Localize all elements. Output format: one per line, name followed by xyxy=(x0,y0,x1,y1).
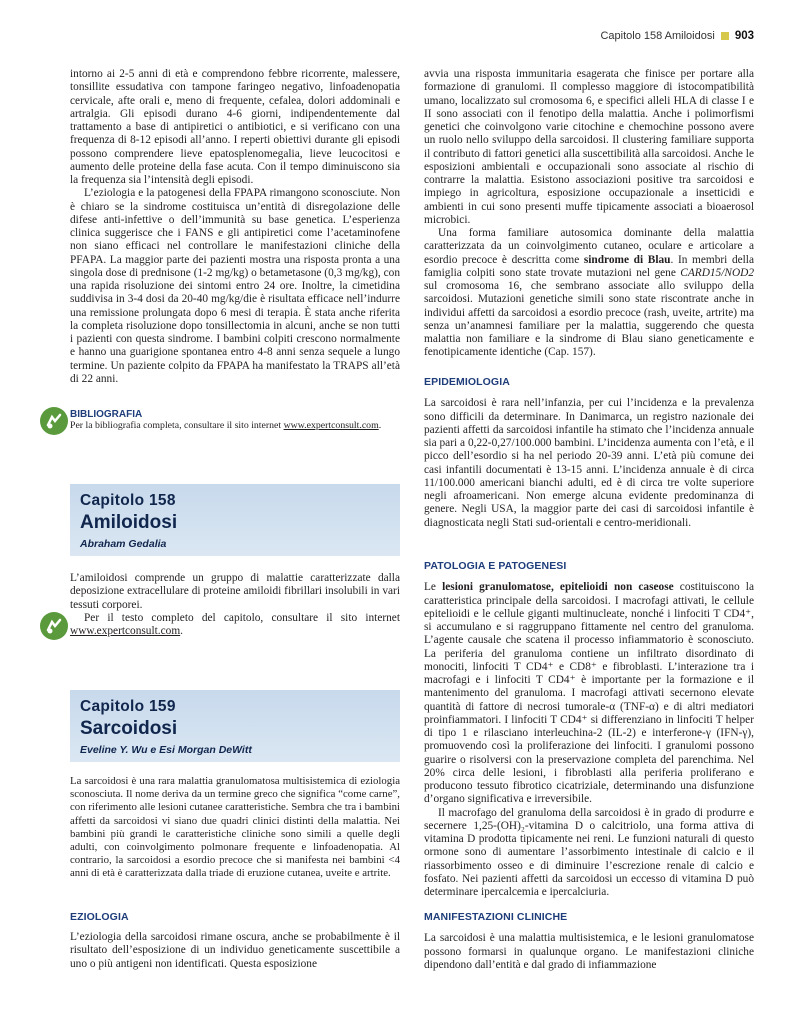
patologia-paragraph-2: Il macrofago del granuloma della sarcoidosi è in grado di produrre e secernere 1,25-(OH)₂-vitamina D o calcitriolo, una forma attiva di vitamina D prodotta tipicamente nei reni. Le funzioni naturali di questo ormone sono di aumentare l’assorbimento intestinale di calcio e il riassorbimento osseo e di diminuire l’escrezione renale di calcio e fosfato. Nei pazienti affetti da sarcoidosi un eccesso di vitamina D può determinare ipercalcemia e ipercalciuria. xyxy=(424,806,754,898)
chapter-158-box xyxy=(70,484,400,556)
amiloidosi-link[interactable]: www.expertconsult.com xyxy=(70,625,181,637)
amiloidosi-website-paragraph: Per il testo completo del capitolo, consultare il sito internet www.expertconsult.com. xyxy=(70,611,400,637)
chapter-158-title: Amiloidosi xyxy=(80,512,178,533)
running-header xyxy=(600,30,754,42)
chapter-159-title: Sarcoidosi xyxy=(80,718,178,739)
web-link-icon xyxy=(40,407,68,435)
right-column xyxy=(424,68,754,360)
blau-term: sindrome di Blau xyxy=(583,253,671,266)
page-number: 903 xyxy=(734,30,754,42)
bibliography-heading: BIBLIOGRAFIA xyxy=(70,409,143,420)
patologia-heading: PATOLOGIA E PATOGENESI xyxy=(424,560,567,572)
bibliography-link[interactable]: www.expertconsult.com xyxy=(283,420,379,431)
pfapa-paragraph-1: intorno ai 2-5 anni di età e comprendono febbre ricorrente, malessere, tonsillite essudativa con tampone faringeo negativo, linfoadenopatia cervicale, afte orali e, meno di frequente, cefalea, dolori addominali e artralgia. Gli episodi durano 4-6 giorni, indipendentemente dal trattamento a base di antipiretici o antibiotici, e si verificano con una frequenza di 8-12 episodi all’anno. I reperti obiettivi durante gli episodi possono comprendere lieve epatosplenomegalia, lieve leucocitosi e aumento delle proteine della fase acuta. Con il tempo diminuiscono sia la frequenza sia l’intensità degli episodi. xyxy=(70,68,400,186)
sarcoidosi-text xyxy=(70,775,400,881)
genetics-paragraph: avvia una risposta immunitaria esagerata che finisce per portare alla formazione di granulomi. Il complesso maggiore di istocompatibilità umano, localizzato sul cromosoma 6, e specifici alleli HLA di classe I e II sono associati con il fenotipo della malattia. Anche i polimorfismi genetici che coinvolgono varie citochine e chemochine possono avere un ruolo nello sviluppo della sarcoidosi. Il clustering familiare supporta il contributo di fattori genetici alla suscettibilità alla sarcoidosi. Anche le esposizioni ambientali e occupazionali sono associate al rischio di contrarre la malattia. Esistono associazioni positive tra sarcoidosi e impiego in agricoltura, esposizione occupazionale a insetticidi e ambienti in cui sono presenti muffe tipicamente associati a bioaerosol microbici. xyxy=(424,68,754,226)
gene-name: CARD15/NOD2 xyxy=(680,266,754,279)
patologia-section xyxy=(424,560,754,899)
blau-text-c: sul cromosoma 16, che sembrano associate allo sviluppo della sarcoidosi. Mutazioni genetiche simili sono state riscontrate anche in individui affetti da sarcoidosi a esordio precoce (rash, uveite, artrite) ma senza un’anamnesi familiare per la malattia, suggerendo che questa malattia non familiare e la sindrome di Blau siano geneticamente e fenotipicamente identiche (Cap. 157). xyxy=(424,280,754,359)
manifestazioni-section xyxy=(424,911,754,972)
header-square-icon xyxy=(721,32,729,40)
eziologia-section xyxy=(70,911,400,971)
sarcoidosi-intro-paragraph: La sarcoidosi è una rara malattia granulomatosa multisistemica di eziologia sconosciuta. Il nome deriva da un termine greco che significa “come carne”, con riferimento alle lesioni cutanee caratteristiche. Sembra che tra i bambini affetti da sarcoidosi vi siano due quadri clinici distinti della malattia. Nei bambini più grandi le caratteristiche cliniche sono simili a quelle degli adulti, con coinvolgimento polmonare frequente e linfoadenopatia. Al contrario, la sarcoidosi a esordio precoce che si manifesta nei bambini <4 anni di età è caratterizzata dalla triade di eruzione cutanea, uveite e artrite. xyxy=(70,775,400,880)
epidemiologia-paragraph: La sarcoidosi è rara nell’infanzia, per cui l’incidenza e la prevalenza sono difficili da determinare. In Danimarca, un registro nazionale dei pazienti affetti da sarcoidosi infantile ha stimato che l’incidenza annuale sia pari a 0,22-0,27/100.000 bambini. L’incidenza aumenta con l’età, e il picco dell’esordio si ha nel periodo 20-39 anni. L’età più comune dei casi infantili documentati è 13-15 anni. L’incidenza annuale è di circa 11/100.000 americani bianchi adulti, ed è di circa tre volte superiore negli afroamericani. Non emerge alcuna evidente predominanza di genere. Negli USA, la maggior parte dei casi di sarcoidosi infantile è diagnosticata negli Stati sud-orientali e centro-meridionali. xyxy=(424,397,754,529)
patologia-text-b: costituiscono la caratteristica principale della sarcoidosi. I macrofagi attivati, le cellule epitelioidi e le cellule giganti multinucleate, nonché i linfociti T CD4⁺, si accumulano e si raggruppano fittamente nel centro del granuloma. L’agente causale che scatena il processo infiammatorio è sconosciuto. La periferia del granuloma contiene un infiltrato disordinato di monociti, linfociti T CD4⁺ e CD8⁺ e fibroblasti. L’interazione tra i macrofagi e i linfociti T CD4⁺ è importante per la formazione e il mantenimento del granuloma. I macrofagi attivati secernono elevate quantità di fattore di necrosi tumorale-α (TNF-α) e di altri mediatori proinfiammatori. I linfociti T CD4⁺ si differenziano in linfociti T helper di tipo 1 e rilasciano interleuchina-2 (IL-2) e interferone-γ (IFN-γ), promuovendo così la proliferazione dei linfociti. I granulomi possono guarire o risolversi con la preservazione completa del parenchima. Nel 20% circa delle lesioni, i fibroblasti alla periferia proliferano e producono tessuto fibrotico cicatriziale, determinando una disfunzione d’organo significativa e irreversibile. xyxy=(424,581,754,806)
web-link-icon-2 xyxy=(40,612,68,640)
chapter-158-author: Abraham Gedalia xyxy=(80,538,167,550)
eziologia-heading: EZIOLOGIA xyxy=(70,911,129,923)
blau-text-a: Una forma familiare autosomica dominante della malattia caratterizzata da un coinvolgimento cutaneo, oculare e articolare a esordio precoce è descritta come xyxy=(424,227,754,266)
chapter-159-box xyxy=(70,690,400,762)
running-header-chapter: Capitolo 158 Amiloidosi xyxy=(600,30,715,42)
granuloma-term: lesioni granulomatose, epitelioidi non caseose xyxy=(442,581,674,594)
chapter-159-author: Eveline Y. Wu e Esi Morgan DeWitt xyxy=(80,744,252,756)
pfapa-paragraph-2: L’eziologia e la patogenesi della FPAPA rimangono sconosciute. Non è chiaro se la sindrome costituisca un’entità di disregolazione delle difese anti-infettive o dell’immunità su base genetica. L’esperienza clinica suggerisce che i FANS e gli antipiretici come l’acetaminofene non siano efficaci nel controllare le manifestazioni cliniche della PFAPA. La maggior parte dei pazienti mostra una risposta pronta a una singola dose di prednisone (1-2 mg/kg) o betametasone (0,3 mg/kg), con una rapida risoluzione dei sintomi entro 24 ore. Inoltre, la cimetidina suddivisa in 3-4 dosi da 20-40 mg/kg/die è risultata efficace nell’indurre una remissione prolungata dopo 6 mesi di terapia. È stata anche riferita la completa risoluzione dopo tonsillectomia in alcuni, anche se non tutti i pazienti con questa sindrome. I bambini colpiti crescono normalmente e hanno una guarigione spontanea entro 4-8 anni senza sequele a lungo termine. Un paziente colpito da FPAPA ha manifestato la TRAPS all’età di 22 anni. xyxy=(70,187,400,385)
chapter-158-number: Capitolo 158 xyxy=(80,492,176,509)
blau-paragraph xyxy=(424,227,754,360)
epidemiologia-section xyxy=(424,376,754,530)
bibliography-text-body: Per la bibliografia completa, consultare il sito internet xyxy=(70,420,284,431)
chapter-159-number: Capitolo 159 xyxy=(80,698,176,715)
amiloidosi-website-text: Per il testo completo del capitolo, consultare il sito internet xyxy=(84,611,400,624)
amiloidosi-paragraph: L’amiloidosi comprende un gruppo di malattie caratterizzate dalla deposizione extracellulare di proteine amiloidi fibrillari insolubili in vari tessuti corporei. xyxy=(70,572,400,611)
eziologia-paragraph: L’eziologia della sarcoidosi rimane oscura, anche se probabilmente è il risultato dell’esposizione di un individuo geneticamente suscettibile a uno o più antigeni non identificati. Questa esposizione xyxy=(70,931,400,970)
manifestazioni-paragraph: La sarcoidosi è una malattia multisistemica, e le lesioni granulomatose possono formarsi in qualunque organo. Le manifestazioni cliniche dipendono dall’entità e dal grado di infiammazione xyxy=(424,932,754,971)
amiloidosi-text xyxy=(70,572,400,638)
blau-text-b: . In membri della famiglia colpiti sono state trovate mutazioni nel gene xyxy=(424,253,754,279)
epidemiologia-heading: EPIDEMIOLOGIA xyxy=(424,376,510,388)
patologia-text-a: Le xyxy=(424,581,443,594)
manifestazioni-heading: MANIFESTAZIONI CLINICHE xyxy=(424,911,568,923)
left-column xyxy=(70,68,400,386)
patologia-paragraph-1 xyxy=(424,581,754,806)
bibliography-text: Per la bibliografia completa, consultare il sito internet www.expertconsult.com. xyxy=(70,420,382,431)
bibliography-block xyxy=(70,409,405,432)
